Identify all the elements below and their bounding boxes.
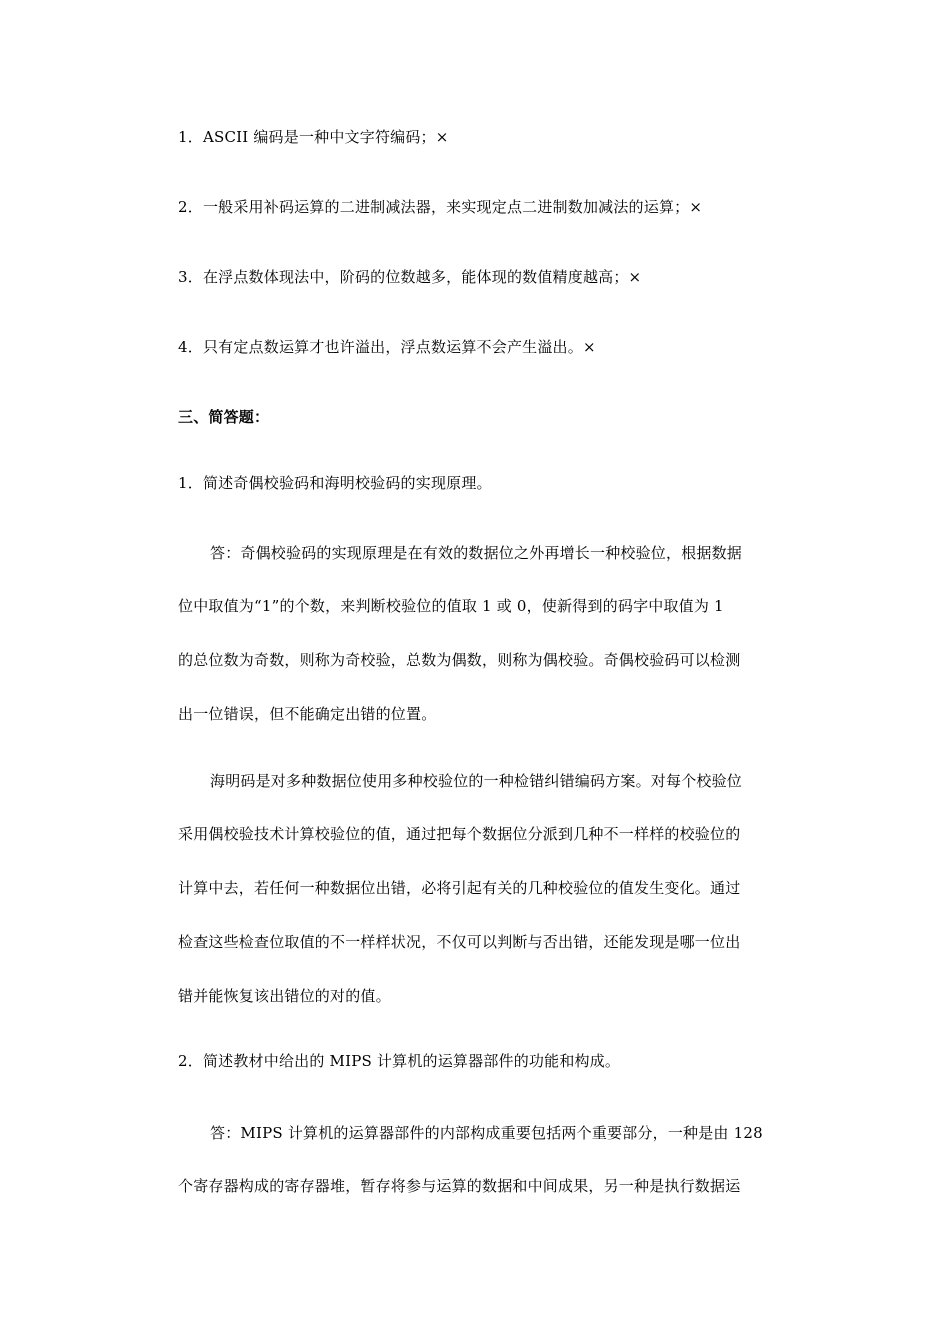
answer-1-line-1: 答：奇偶校验码的实现原理是在有效的数据位之外再增长一种校验位，根据数据	[210, 544, 743, 562]
judgement-item-1: 1．ASCII 编码是一种中文字符编码；×	[178, 128, 449, 146]
answer-1-line-2: 位中取值为“1”的个数，来判断校验位的值取 1 或 0，使新得到的码字中取值为 1	[178, 597, 724, 615]
answer-2-line-1: 答：MIPS 计算机的运算器部件的内部构成重要包括两个重要部分，一种是由 128	[210, 1124, 763, 1142]
question-1: 1．简述奇偶校验码和海明校验码的实现原理。	[178, 474, 492, 492]
answer-1b-line-4: 检查这些检查位取值的不一样样状况，不仅可以判断与否出错，还能发现是哪一位出	[178, 933, 741, 951]
answer-1b-line-5: 错并能恢复该出错位的对的值。	[178, 987, 391, 1005]
section-heading: 三、简答题：	[178, 408, 270, 426]
judgement-item-4: 4．只有定点数运算才也许溢出，浮点数运算不会产生溢出。×	[178, 338, 596, 356]
answer-1b-line-1: 海明码是对多种数据位使用多种校验位的一种检错纠错编码方案。对每个校验位	[210, 772, 743, 790]
answer-1b-line-2: 采用偶校验技术计算校验位的值，通过把每个数据位分派到几种不一样样的校验位的	[178, 825, 741, 843]
answer-1-line-3: 的总位数为奇数，则称为奇校验，总数为偶数，则称为偶校验。奇偶校验码可以检测	[178, 651, 741, 669]
judgement-item-3: 3．在浮点数体现法中，阶码的位数越多，能体现的数值精度越高；×	[178, 268, 642, 286]
answer-2-line-2: 个寄存器构成的寄存器堆，暂存将参与运算的数据和中间成果，另一种是执行数据运	[178, 1177, 741, 1195]
judgement-item-2: 2．一般采用补码运算的二进制减法器，来实现定点二进制数加减法的运算；×	[178, 198, 703, 216]
answer-1-line-4: 出一位错误，但不能确定出错的位置。	[178, 705, 437, 723]
question-2: 2．简述教材中给出的 MIPS 计算机的运算器部件的功能和构成。	[178, 1052, 621, 1070]
answer-1b-line-3: 计算中去，若任何一种数据位出错，必将引起有关的几种校验位的值发生变化。通过	[178, 879, 741, 897]
